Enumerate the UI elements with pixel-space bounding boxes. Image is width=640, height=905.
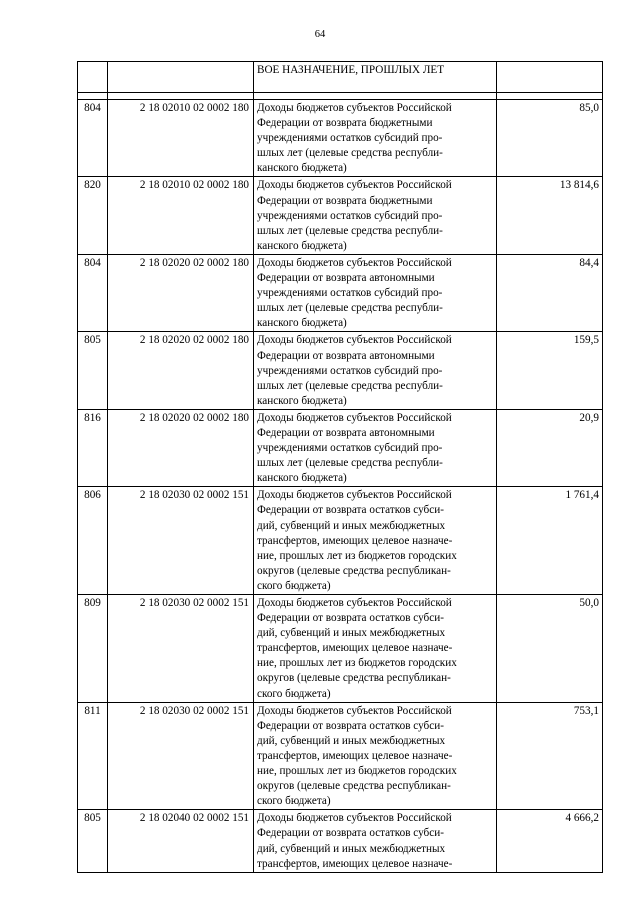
- revenue-name-line: Федерации от возврата автономными: [257, 426, 435, 439]
- budget-code-cell: 2 18 02010 02 0002 180: [108, 177, 254, 254]
- budget-code-cell: [108, 62, 254, 93]
- table-row-continuation: [78, 62, 603, 93]
- revenue-name-line: учреждениями остатков субсидий про-: [257, 287, 443, 300]
- revenue-name-line: Федерации от возврата остатков субси-: [257, 827, 444, 840]
- admin-code-cell: 806: [78, 487, 108, 595]
- table-row: [78, 487, 603, 595]
- table-row: [78, 177, 603, 254]
- admin-code-cell: 816: [78, 409, 108, 486]
- revenue-name-line: Федерации от возврата остатков субси-: [257, 719, 444, 732]
- revenue-name-cell: [254, 487, 497, 595]
- admin-code-cell: 804: [78, 254, 108, 331]
- revenue-name-line: ского бюджета): [257, 687, 331, 700]
- revenue-name-line: ние, прошлых лет из бюджетов городских: [257, 657, 457, 670]
- revenue-name-line: ние, прошлых лет из бюджетов городских: [257, 765, 457, 778]
- revenue-name-line: Доходы бюджетов субъектов Российской: [257, 704, 452, 717]
- revenue-name-line: шлых лет (целевые средства республи-: [257, 379, 443, 392]
- budget-code-cell: 2 18 02010 02 0002 180: [108, 100, 254, 177]
- amount-cell: 753,1: [497, 702, 603, 810]
- revenue-name-line: шлых лет (целевые средства республи-: [257, 457, 443, 470]
- table-row: [78, 595, 603, 703]
- revenue-name-cell: [254, 100, 497, 177]
- revenue-name-line: Доходы бюджетов субъектов Российской: [257, 597, 452, 609]
- revenue-name-line: трансфертов, имеющих целевое назначе-: [257, 857, 453, 870]
- revenue-name-line: шлых лет (целевые средства республи-: [257, 224, 443, 237]
- amount-cell: 84,4: [497, 254, 603, 331]
- revenue-name-line: округов (целевые средства республикан-: [257, 672, 451, 685]
- admin-code-cell: 805: [78, 810, 108, 872]
- budget-code-cell: 2 18 02020 02 0002 180: [108, 332, 254, 409]
- revenue-name-line: ние, прошлых лет из бюджетов городских: [257, 549, 457, 562]
- admin-code-cell: [78, 62, 108, 93]
- admin-code-cell: 805: [78, 332, 108, 409]
- revenue-name-line: округов (целевые средства республикан-: [257, 780, 451, 793]
- amount-cell: 1 761,4: [497, 487, 603, 595]
- revenue-name-line: Доходы бюджетов субъектов Российской: [257, 812, 452, 825]
- revenue-name-line: Доходы бюджетов субъектов Российской: [257, 102, 452, 114]
- revenue-name-cell: [254, 409, 497, 486]
- budget-code-cell: 2 18 02030 02 0002 151: [108, 487, 254, 595]
- revenue-name-line: канского бюджета): [257, 239, 347, 252]
- table-row: [78, 254, 603, 331]
- budget-code-cell: 2 18 02020 02 0002 180: [108, 409, 254, 486]
- amount-cell: [497, 62, 603, 93]
- admin-code-cell: 820: [78, 177, 108, 254]
- revenue-name-line: канского бюджета): [257, 317, 347, 330]
- revenue-name-line: дий, субвенций и иных межбюджетных: [257, 627, 446, 640]
- revenue-name-line: шлых лет (целевые средства республи-: [257, 147, 443, 160]
- revenue-name-line: Федерации от возврата бюджетными: [257, 117, 433, 130]
- revenue-name-line: трансфертов, имеющих целевое назначе-: [257, 534, 453, 547]
- revenue-name-line: трансфертов, имеющих целевое назначе-: [257, 749, 453, 762]
- revenue-name-line: дий, субвенций и иных межбюджетных: [257, 734, 446, 747]
- budget-code-cell: 2 18 02020 02 0002 180: [108, 254, 254, 331]
- revenue-name-line: Доходы бюджетов субъектов Российской: [257, 411, 452, 424]
- revenue-name-line: Федерации от возврата автономными: [257, 272, 435, 285]
- revenue-name-line: дий, субвенций и иных межбюджетных: [257, 519, 446, 532]
- revenue-name-line: Доходы бюджетов субъектов Российской: [257, 256, 452, 269]
- revenue-name-line: канского бюджета): [257, 472, 347, 485]
- page-number: 64: [314, 29, 326, 40]
- amount-cell: 50,0: [497, 595, 603, 703]
- table-row: [78, 409, 603, 486]
- revenue-name-cell: ВОЕ НАЗНАЧЕНИЕ, ПРОШЛЫХ ЛЕТ: [254, 62, 497, 93]
- amount-cell: 159,5: [497, 332, 603, 409]
- revenue-name-line: дий, субвенций и иных межбюджетных: [257, 842, 446, 855]
- revenue-name-cell: [254, 177, 497, 254]
- revenue-name-line: канского бюджета): [257, 394, 347, 407]
- revenue-name-cell: [254, 810, 497, 872]
- table-row: [78, 100, 603, 177]
- revenue-name-cell: [254, 332, 497, 409]
- budget-revenue-table: [77, 61, 603, 873]
- revenue-name-line: канского бюджета): [257, 162, 347, 175]
- admin-code-cell: 809: [78, 595, 108, 703]
- revenue-name-line: Федерации от возврата бюджетными: [257, 194, 433, 207]
- revenue-name-line: ского бюджета): [257, 579, 331, 592]
- revenue-name-line: Федерации от возврата остатков субси-: [257, 504, 444, 517]
- revenue-name-cell: [254, 254, 497, 331]
- revenue-name-line: ского бюджета): [257, 795, 331, 808]
- budget-code-cell: 2 18 02030 02 0002 151: [108, 595, 254, 703]
- revenue-name-line: Федерации от возврата автономными: [257, 349, 435, 362]
- table-spacer-row: [78, 93, 603, 100]
- revenue-name-line: учреждениями остатков субсидий про-: [257, 132, 443, 145]
- revenue-name-line: учреждениями остатков субсидий про-: [257, 209, 443, 222]
- revenue-name-cell: [254, 702, 497, 810]
- table-row: [78, 332, 603, 409]
- revenue-name-line: округов (целевые средства республикан-: [257, 564, 451, 577]
- table-row: [78, 702, 603, 810]
- revenue-name-line: учреждениями остатков субсидий про-: [257, 364, 443, 377]
- amount-cell: 4 666,2: [497, 810, 603, 872]
- admin-code-cell: 804: [78, 100, 108, 177]
- amount-cell: 85,0: [497, 100, 603, 177]
- revenue-name-line: трансфертов, имеющих целевое назначе-: [257, 642, 453, 655]
- revenue-name-line: Федерации от возврата остатков субси-: [257, 612, 444, 625]
- table-row: [78, 810, 603, 872]
- budget-code-cell: 2 18 02040 02 0002 151: [108, 810, 254, 872]
- admin-code-cell: 811: [78, 702, 108, 810]
- revenue-name-line: Доходы бюджетов субъектов Российской: [257, 179, 452, 192]
- amount-cell: 20,9: [497, 409, 603, 486]
- amount-cell: 13 814,6: [497, 177, 603, 254]
- budget-code-cell: 2 18 02030 02 0002 151: [108, 702, 254, 810]
- revenue-name-cell: [254, 595, 497, 703]
- revenue-name-line: Доходы бюджетов субъектов Российской: [257, 489, 452, 502]
- revenue-name-line: учреждениями остатков субсидий про-: [257, 442, 443, 455]
- revenue-name-line: шлых лет (целевые средства республи-: [257, 302, 443, 315]
- revenue-name-line: Доходы бюджетов субъектов Российской: [257, 334, 452, 347]
